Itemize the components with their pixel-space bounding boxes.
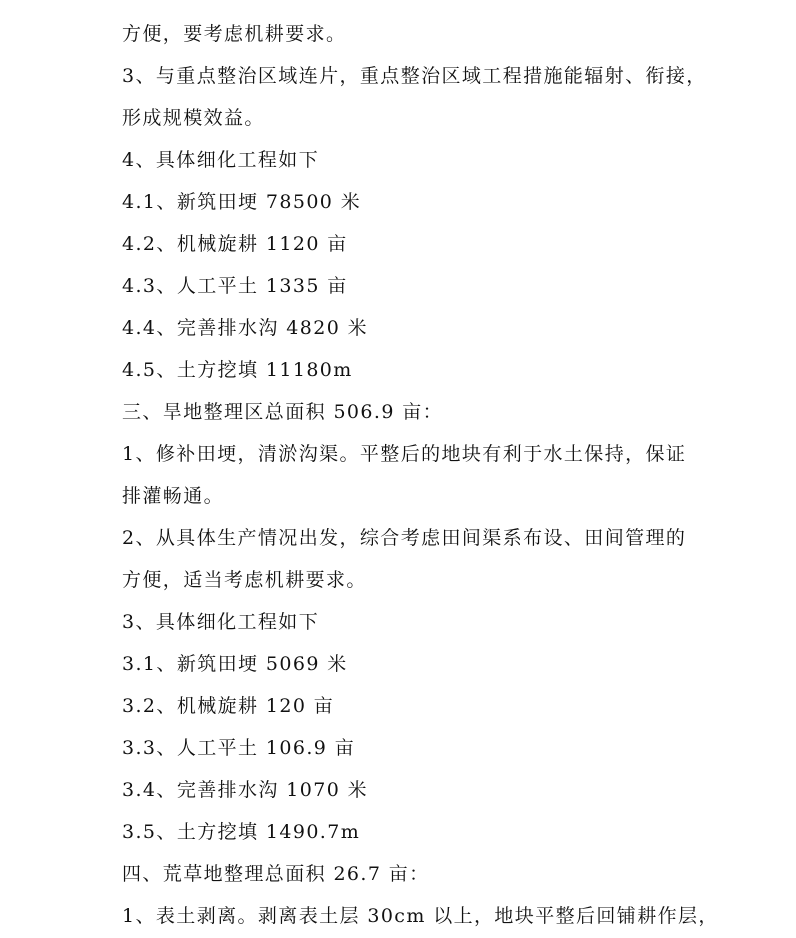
text-line: 形成规模效益。: [122, 107, 265, 129]
text-line: 2、从具体生产情况出发，综合考虑田间渠系布设、田间管理的: [122, 527, 687, 549]
section-heading: 四、荒草地整理总面积 26.7 亩：: [122, 863, 430, 885]
text-line: 3、具体细化工程如下: [122, 611, 320, 633]
text-line: 1、修补田埂，清淤沟渠。平整后的地块有利于水土保持，保证: [122, 443, 687, 465]
text-line: 3.1、新筑田埂 5069 米: [122, 653, 348, 675]
text-line: 3、与重点整治区域连片，重点整治区域工程措施能辐射、衔接，: [122, 65, 707, 87]
text-line: 4.5、土方挖填 11180m: [122, 359, 353, 381]
text-line: 方便，要考虑机耕要求。: [122, 23, 347, 45]
section-heading: 三、旱地整理区总面积 506.9 亩：: [122, 401, 444, 423]
text-line: 1、表土剥离。剥离表土层 30cm 以上，地块平整后回铺耕作层，: [122, 905, 719, 927]
text-line: 3.4、完善排水沟 1070 米: [122, 779, 369, 801]
text-line: 3.5、土方挖填 1490.7m: [122, 821, 361, 843]
text-line: 3.3、人工平土 106.9 亩: [122, 737, 356, 759]
text-line: 3.2、机械旋耕 120 亩: [122, 695, 335, 717]
text-line: 方便，适当考虑机耕要求。: [122, 569, 367, 591]
text-line: 排灌畅通。: [122, 485, 225, 507]
text-line: 4.2、机械旋耕 1120 亩: [122, 233, 348, 255]
text-line: 4.3、人工平土 1335 亩: [122, 275, 348, 297]
text-line: 4、具体细化工程如下: [122, 149, 320, 171]
text-line: 4.4、完善排水沟 4820 米: [122, 317, 369, 339]
text-line: 4.1、新筑田埂 78500 米: [122, 191, 362, 213]
